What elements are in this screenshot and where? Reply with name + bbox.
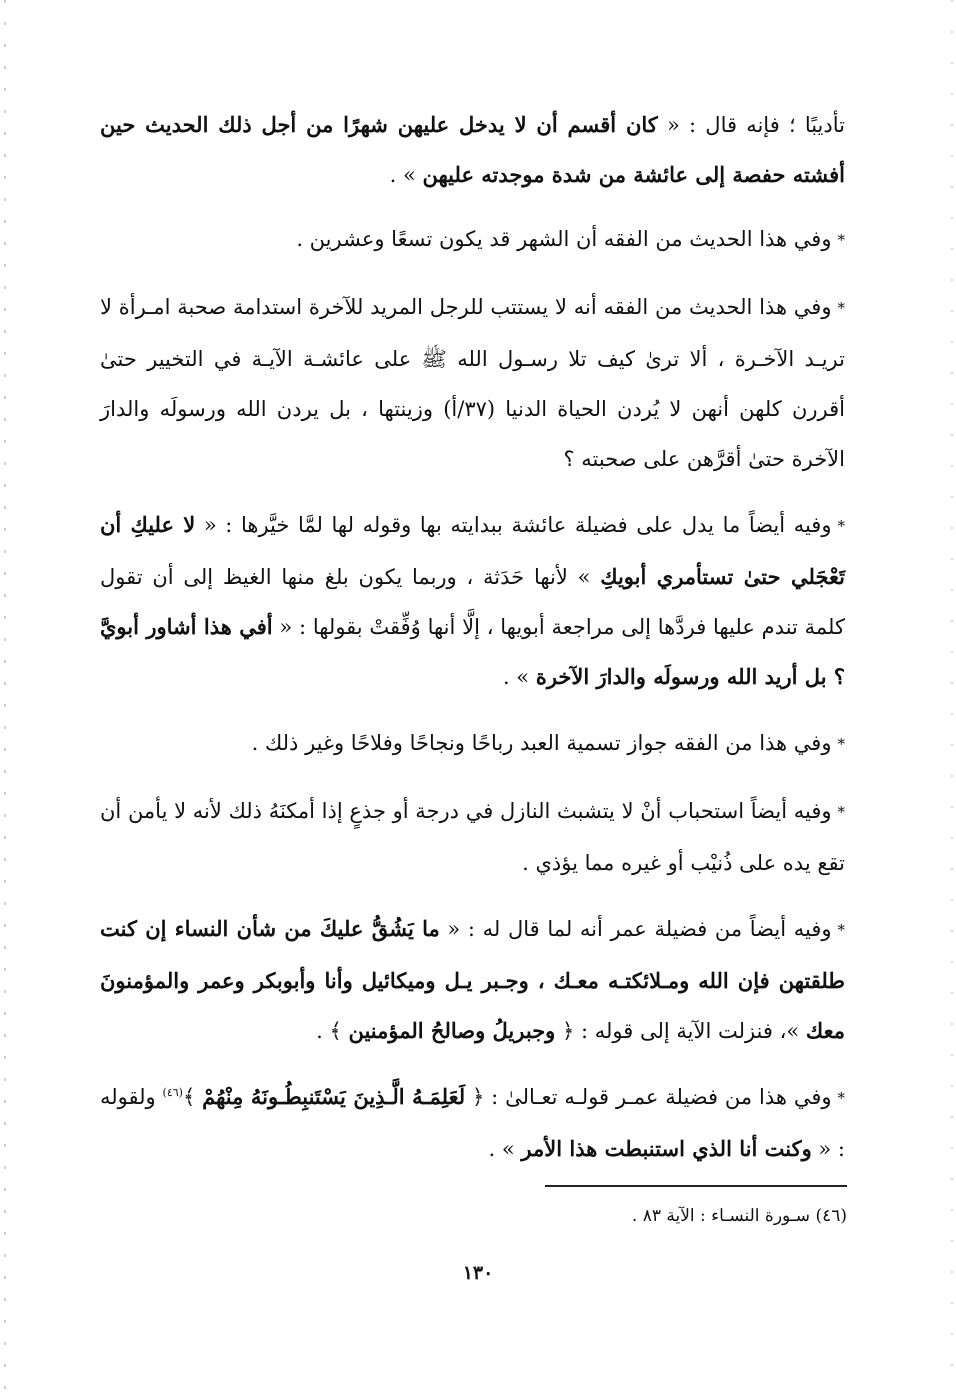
scan-edge-left <box>4 0 6 1392</box>
text-segment: وفيه أيضاً استحباب أنْ لا يتشبث النازل في درجة أو جذعٍ إذا أمكنَهُ ذلك لأنه لا يأمن أن تقع يده على ذُنيْب أو غيره مما يؤذي . <box>100 799 845 875</box>
quoted-text: لا عليكِ أن تَعْجَلي حتىٰ تستأمري أبويكِ <box>100 512 845 589</box>
bullet-asterisk: * <box>837 803 845 821</box>
paragraph-p2 <box>100 214 845 266</box>
quoted-text: كان أقسم أن لا يدخل عليهن شهرًا من أجل ذلك الحديث حين أفشته حفصة إلى عائشة من شدة موجدته عليهن <box>100 112 845 187</box>
quoted-text: ما يَشُقُّ عليكَ من شأن النساء إن كنت طلقتهن فإن الله ومـلائكتـه معـك ، وجـبر يـل وميكائيل وأنا وأبوبكر وعمر والمؤمنونَ معك <box>100 916 845 1043</box>
text-segment: » . <box>488 1137 522 1161</box>
text-segment: »، فنزلت الآية إلى قوله : ﴿ <box>555 1019 806 1043</box>
quoted-text: أفي هذا أشاور أبويَّ ؟ بل أريد الله ورسولَه والدارَ الآخرة <box>100 614 845 689</box>
text-segment: » . <box>389 163 423 187</box>
main-text-body <box>100 100 845 1190</box>
text-segment: » . <box>502 665 536 689</box>
paragraph-p3 <box>100 282 845 484</box>
paragraph-p8 <box>100 1072 845 1174</box>
text-segment: وفي هذا الحديث من الفقه أن الشهر قد يكون تسعًا وعشرين . <box>296 227 832 251</box>
text-segment: ولقوله : « <box>100 1085 845 1161</box>
quoted-text: لَعَلِمَـهُ الَّـذِينَ يَسْتَنبِطُـونَهُ مِنْهُمْ <box>202 1084 466 1109</box>
text-segment: وفيه أيضاً من فضيلة عمر أنه لما قال له : « <box>439 917 832 941</box>
paragraph-p7 <box>100 904 845 1056</box>
paragraph-p5 <box>100 718 845 770</box>
paragraph-p1 <box>100 100 845 200</box>
footnote: (٤٦) سـورة النسـاء : الآية ٨٣ . <box>631 1206 847 1226</box>
text-segment: وفي هذا من الفقه جواز تسمية العبد رباحًا ونجاحًا وفلاحًا وغير ذلك . <box>251 731 832 755</box>
footnote-reference: (٤٦) <box>162 1086 183 1099</box>
text-segment: وفيه أيضاً ما يدل على فضيلة عائشة ببدايته بها وقوله لها لمَّا خيَّرها : « <box>195 513 832 537</box>
bullet-asterisk: * <box>837 735 845 753</box>
bullet-asterisk: * <box>837 1089 846 1107</box>
page-number: ١٣٠ <box>462 1262 494 1284</box>
scan-edge-right <box>951 0 953 1392</box>
footnote-separator <box>545 1185 847 1187</box>
quoted-text: وكنت أنا الذي استنبطت هذا الأمر <box>521 1136 812 1161</box>
quoted-text: وجبريلُ وصالحُ المؤمنين <box>348 1018 556 1043</box>
text-segment: وفي هذا الحديث من الفقه أنه لا يستتب للرجل المريد للآخرة استدامة صحبة امـرأة لا تريـد الآخـرة ، ألا ترىٰ كيف تلا رسـول الله ﷺ على عائشـة الآيـة في التخيير حتىٰ أقررن كلهن أنهن لا يُردن الحياة الدنيا (٣٧/أ) وزينتها ، بل يردن الله ورسولَه والدارَ الآخرة حتىٰ أقرَّهن على صحبته ؟ <box>100 295 845 471</box>
paragraph-p6 <box>100 786 845 888</box>
bullet-asterisk: * <box>837 921 846 939</box>
bullet-asterisk: * <box>837 231 845 249</box>
text-segment: ﴾ . <box>316 1019 349 1043</box>
bullet-asterisk: * <box>837 517 845 535</box>
text-segment: وفي هذا من فضيلة عمـر قولـه تعـالىٰ : ﴿ <box>465 1085 832 1109</box>
text-segment: تأديبًا ؛ فإنه قال : « <box>657 113 846 137</box>
paragraph-p4 <box>100 500 845 702</box>
text-segment: ﴾ <box>182 1085 203 1109</box>
bullet-asterisk: * <box>837 299 845 317</box>
text-segment: » لأنها حَدَثة ، وربما يكون بلغ منها الغيظ إلى أن تقول كلمة تندم عليها فردَّها إلى مراجعة أبويها ، إلَّا أنها وُفِّقتْ بقولها : « <box>100 565 845 639</box>
